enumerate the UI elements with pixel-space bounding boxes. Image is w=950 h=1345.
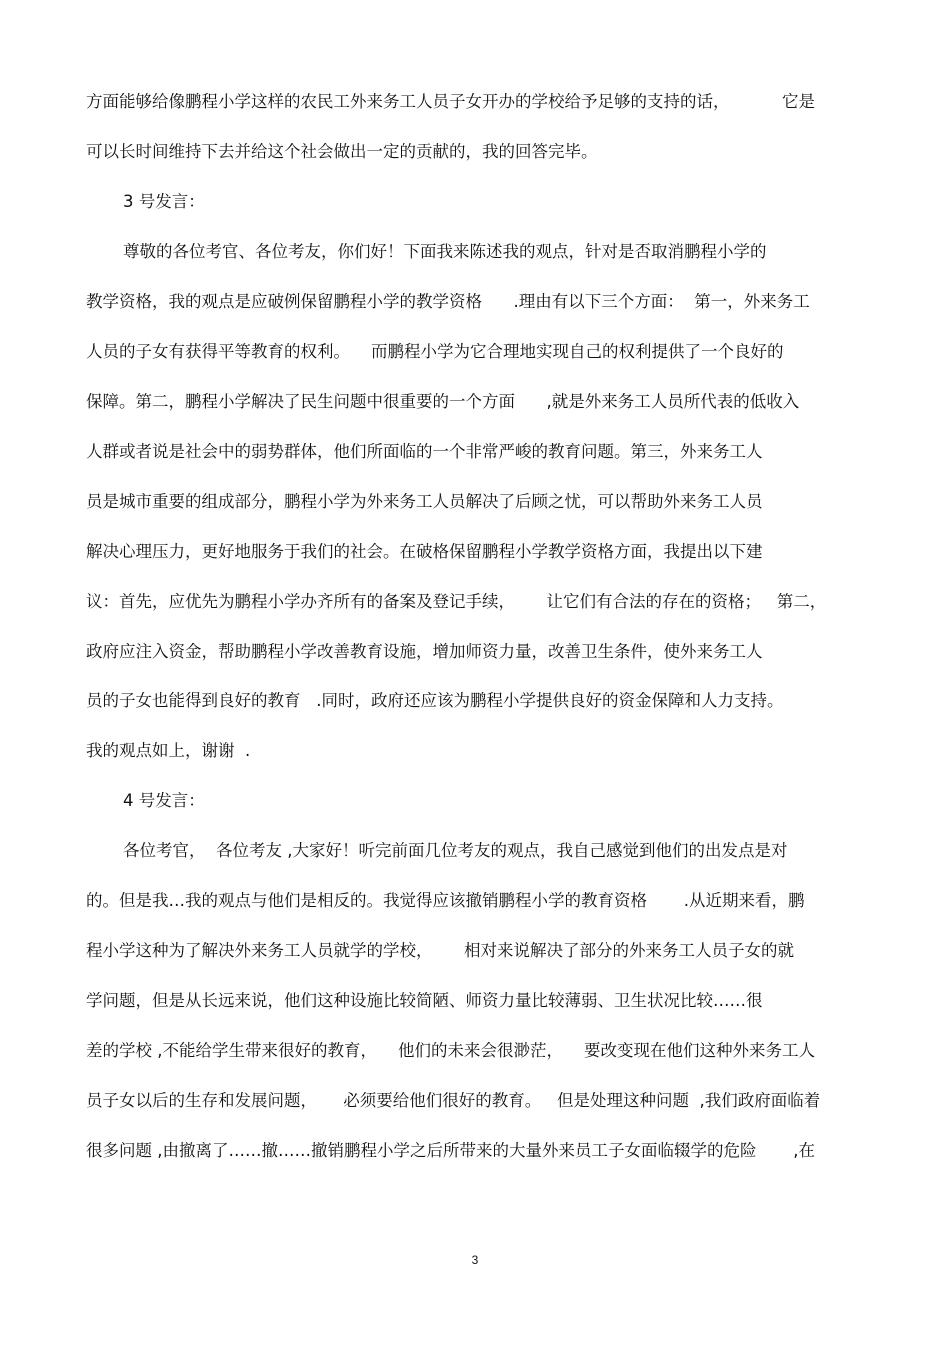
text-line: 的。但是我…我的观点与他们是相反的。我觉得应该撤销鹏程小学的教育资格 .从近期来看，鹏 [86, 891, 805, 910]
text-line: 政府应注入资金，帮助鹏程小学改善教育设施，增加师资力量，改善卫生条件，使外来务工人 [86, 642, 763, 661]
text-line: 解决心理压力，更好地服务于我们的社会。在破格保留鹏程小学教学资格方面，我提出以下建 [86, 542, 763, 561]
text-line: 方面能够给像鹏程小学这样的农民工外来务工人员子女开办的学校给予足够的支持的话， 它是 [86, 92, 815, 111]
text-line: 很多问题 ,由撤离了……撤……撤销鹏程小学之后所带来的大量外来员工子女面临辍学的危险 ,在 [86, 1141, 815, 1160]
text-line: 议：首先，应优先为鹏程小学办齐所有的备案及登记手续， 让它们有合法的存在的资格； 第二， [86, 592, 827, 611]
text-line: 可以长时间维持下去并给这个社会做出一定的贡献的，我的回答完毕。 [86, 142, 598, 161]
speaker-heading: 4 号发言： [123, 791, 205, 810]
text-line: 员子女以后的生存和发展问题， 必须要给他们很好的教育。 但是处理这种问题 ,我们政府面临着 [86, 1091, 821, 1110]
text-line: 员是城市重要的组成部分，鹏程小学为外来务工人员解决了后顾之忧，可以帮助外来务工人员 [86, 492, 763, 511]
text-line: 尊敬的各位考官、各位考友，你们好！下面我来陈述我的观点，针对是否取消鹏程小学的 [123, 242, 767, 261]
text-line: 教学资格，我的观点是应破例保留鹏程小学的教学资格 .理由有以下三个方面： 第一，外来务工 [86, 292, 810, 311]
text-line: 人员的子女有获得平等教育的权利。 而鹏程小学为它合理地实现自己的权利提供了一个良好的 [86, 342, 784, 361]
page-number: 3 [471, 1253, 479, 1267]
text-line: 人群或者说是社会中的弱势群体，他们所面临的一个非常严峻的教育问题。第三，外来务工人 [86, 442, 763, 461]
text-line: 学问题，但是从长远来说，他们这种设施比较简陋、师资力量比较薄弱、卫生状况比较……很 [86, 991, 763, 1010]
speaker-heading: 3 号发言： [123, 192, 205, 211]
text-line: 员的子女也能得到良好的教育 .同时，政府还应该为鹏程小学提供良好的资金保障和人力支持。 [86, 691, 784, 710]
text-line: 程小学这种为了解决外来务工人员就学的学校， 相对来说解决了部分的外来务工人员子女的就 [86, 941, 794, 960]
text-line: 我的观点如上，谢谢 . [86, 741, 251, 760]
text-line: 各位考官， 各位考友 ,大家好！听完前面几位考友的观点，我自己感觉到他们的出发点是对 [123, 841, 788, 860]
text-line: 保障。第二，鹏程小学解决了民生问题中很重要的一个方面 ,就是外来务工人员所代表的低收入 [86, 392, 800, 411]
text-line: 差的学校 ,不能给学生带来很好的教育， 他们的未来会很渺茫， 要改变现在他们这种外来务工人 [86, 1041, 815, 1060]
